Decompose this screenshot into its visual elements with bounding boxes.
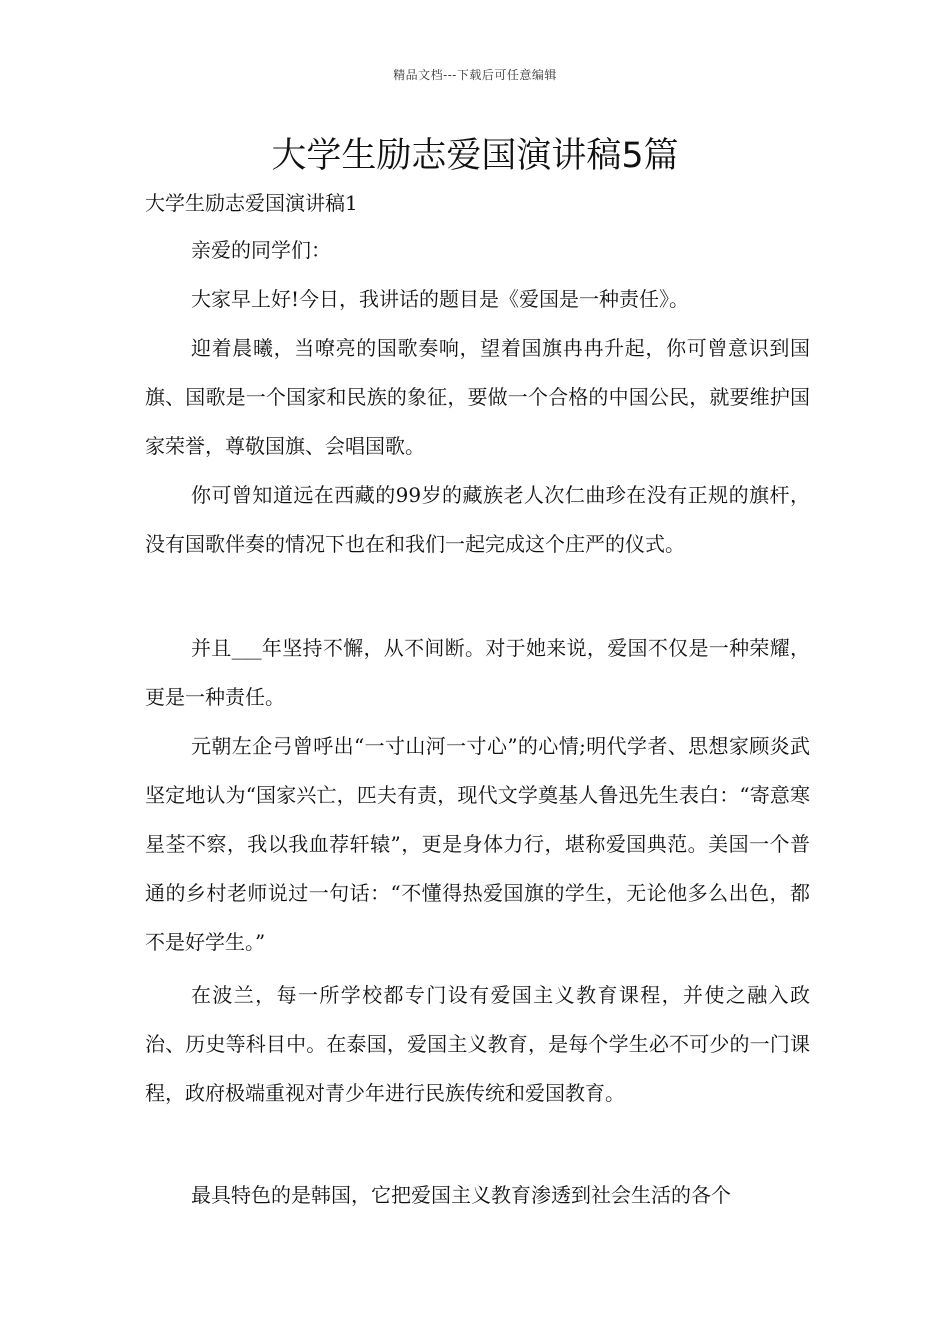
paragraph-opening: 大家早上好!今日，我讲话的题目是《爱国是一种责任》。 [191,287,690,311]
paragraph-historical-figures: 元朝左企弓曾呼出“一寸山河一寸心”的心情;明代学者、思想家顾炎武坚定地认为“国家兴亡，匹夫有责，现代文学奠基人鲁迅先生表白：“寄意寒星荃不察，我以我血荐轩辕”，更是身体力行，堪称爱国典范。美国一个普通的乡村老师说过一句话：“不懂得热爱国旗的学生，无论他多么出色，都不是好学生。” [145,734,810,954]
paragraph-greeting: 亲爱的同学们： [191,238,331,262]
paragraph-tibet-elder: 你可曾知道远在西藏的99岁的藏族老人次仁曲珍在没有正规的旗杆，没有国歌伴奏的情况下也在和我们一起完成这个庄严的仪式。 [145,483,810,556]
paragraph-flag-anthem: 迎着晨曦，当嘹亮的国歌奏响，望着国旗冉冉升起，你可曾意识到国旗、国歌是一个国家和民族的象征，要做一个合格的中国公民，就要维护国家荣誉，尊敬国旗、会唱国歌。 [145,336,810,458]
paragraph-korea: 最具特色的是韩国，它把爱国主义教育渗透到社会生活的各个 [191,1183,731,1207]
header-note: 精品文档---下载后可任意编辑 [393,68,557,82]
document-title: 大学生励志爱国演讲稿5篇 [271,136,679,176]
paragraph-persistence: 并且___年坚持不懈，从不间断。对于她来说，爱国不仅是一种荣耀，更是一种责任。 [145,636,810,709]
section-subtitle: 大学生励志爱国演讲稿1 [145,191,358,215]
paragraph-poland-thailand: 在波兰，每一所学校都专门设有爱国主义教育课程，并使之融入政治、历史等科目中。在泰国，爱国主义教育，是每个学生必不可少的一门课程，政府极端重视对青少年进行民族传统和爱国教育。 [145,983,810,1105]
